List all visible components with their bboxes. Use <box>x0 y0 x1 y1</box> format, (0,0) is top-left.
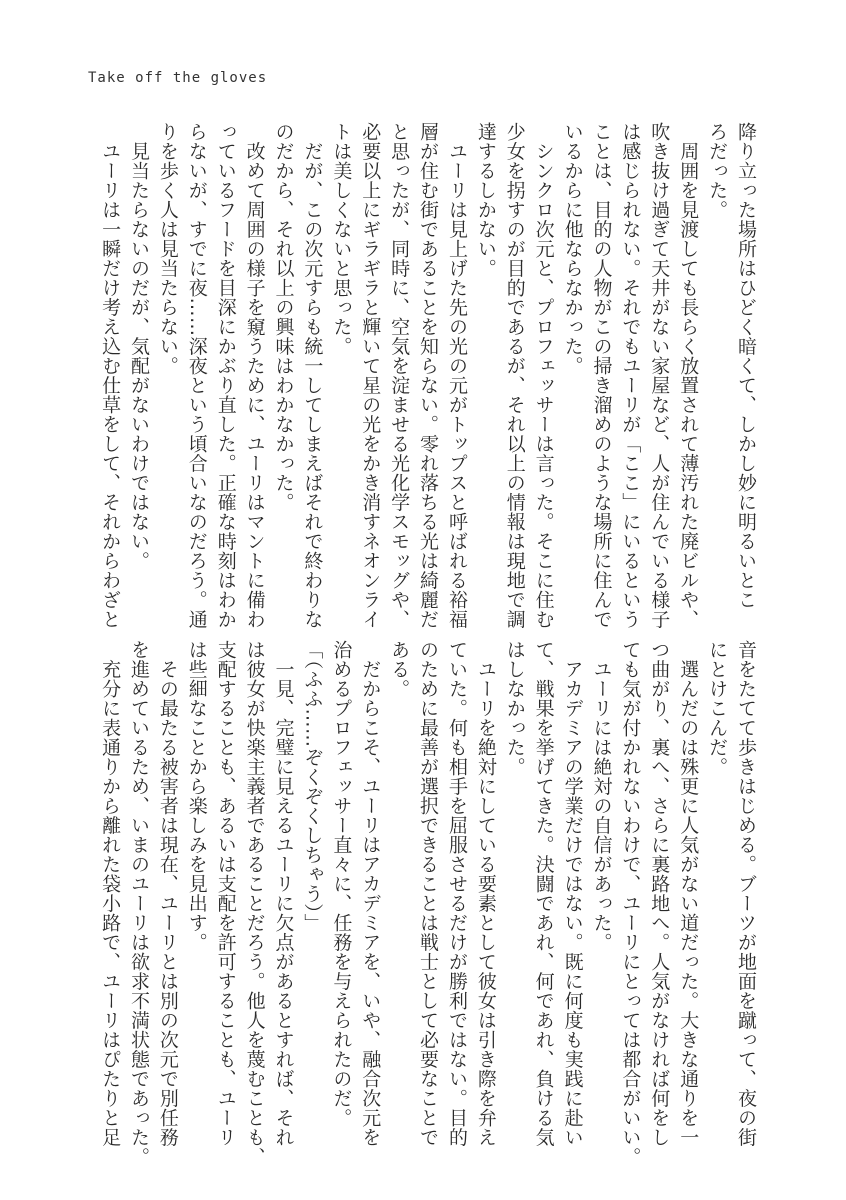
running-header-title: Take off the gloves <box>88 70 268 86</box>
text-column: 必要以上にギラギラと輝いて星の光をかき消すネオンライ <box>359 122 382 629</box>
text-column: のために最善が選択できることは戦士として必要なことで <box>417 640 440 1147</box>
text-column: だが、この次元すらも統一してしまえばそれで終わりな <box>301 122 324 629</box>
text-column: いるからに他ならなかった。 <box>561 122 584 376</box>
text-column: はしなかった。 <box>503 640 526 777</box>
text-column: を進めているため、いまのユーリは欲求不満状態であった。 <box>127 640 150 1167</box>
text-column: 充分に表通りから離れた袋小路で、ユーリはぴたりと足 <box>99 640 122 1147</box>
text-column: ユーリには絶対の自信があった。 <box>590 640 613 952</box>
text-column: て、戦果を挙げてきた。決闘であれ、何であれ、負ける気 <box>532 640 555 1147</box>
text-column: にとけこんだ。 <box>706 640 729 777</box>
text-column: ろだった。 <box>706 122 729 220</box>
text-column: ある。 <box>388 640 411 699</box>
text-column: は彼女が快楽主義者であることだろう。他人を蔑むことも、 <box>243 640 266 1167</box>
text-column: ても気が付かれないわけで、ユーリにとっては都合がいい。 <box>619 640 642 1167</box>
text-column: っているフードを目深にかぶり直した。正確な時刻はわか <box>214 122 237 629</box>
text-column: らないが、すでに夜……深夜という頃合いなのだろう。通 <box>185 122 208 629</box>
text-column: と思ったが、同時に、空気を淀ませる光化学スモッグや、 <box>388 122 411 629</box>
text-column: は感じられない。それでもユーリが「ここ」にいるという <box>619 122 642 629</box>
text-column: 「（ふふ……ぞくぞくしちゃう）」 <box>301 640 324 933</box>
text-column: 達するしかない。 <box>474 122 497 278</box>
text-column: 周囲を見渡しても長らく放置されて薄汚れた廃ビルや、 <box>677 122 700 629</box>
text-column: その最たる被害者は現在、ユーリとは別の次元で別任務 <box>156 640 179 1147</box>
text-column: ことは、目的の人物がこの掃き溜めのような場所に住んで <box>590 122 613 629</box>
text-column: だからこそ、ユーリはアカデミアを、いや、融合次元を <box>359 640 382 1147</box>
text-block-top <box>90 122 760 629</box>
text-block-bottom <box>90 640 760 1167</box>
text-column: 改めて周囲の様子を窺うために、ユーリはマントに備わ <box>243 122 266 629</box>
text-column: アカデミアの学業だけではない。既に何度も実践に赴い <box>561 640 584 1147</box>
text-column: 少女を拐すのが目的であるが、それ以上の情報は現地で調 <box>503 122 526 629</box>
text-column: は些細なことから楽しみを見出す。 <box>185 640 208 952</box>
text-column: 選んだのは殊更に人気がない道だった。大きな通りを一 <box>677 640 700 1147</box>
text-column: ユーリは見上げた先の光の元がトップスと呼ばれる裕福 <box>445 122 468 629</box>
text-column: トは美しくないと思った。 <box>330 122 353 356</box>
text-column: 音をたてて歩きはじめる。ブーツが地面を蹴って、夜の街 <box>735 640 757 1147</box>
text-column: ていた。何も相手を屈服させるだけが勝利ではない。目的 <box>445 640 468 1147</box>
text-column: シンクロ次元と、プロフェッサーは言った。そこに住む <box>532 122 555 629</box>
text-column: のだから、それ以上の興味はわかなかった。 <box>272 122 295 512</box>
text-column: 吹き抜け過ぎて天井がない家屋など、人が住んでいる様子 <box>648 122 671 629</box>
text-column: ユーリは一瞬だけ考え込む仕草をして、それからわざと <box>99 122 122 629</box>
text-column: 降り立った場所はひどく暗くて、しかし妙に明るいとこ <box>735 122 757 610</box>
text-column: ユーリを絶対にしている要素として彼女は引き際を弁え <box>474 640 497 1147</box>
text-column: 支配することも、あるいは支配を許可することも、ユーリ <box>214 640 237 1147</box>
text-column: 一見、完璧に見えるユーリに欠点があるとすれば、それ <box>272 640 295 1147</box>
text-column: 層が住む街であることを知らない。零れ落ちる光は綺麗だ <box>417 122 440 629</box>
text-column: 治めるプロフェッサー直々に、任務を与えられたのだ。 <box>330 640 353 1128</box>
text-column: つ曲がり、裏へ、さらに裏路地へ。人気がなければ何をし <box>648 640 671 1147</box>
text-column: りを歩く人は見当たらない。 <box>156 122 179 376</box>
text-column: 見当たらないのだが、気配がないわけではない。 <box>127 122 150 571</box>
